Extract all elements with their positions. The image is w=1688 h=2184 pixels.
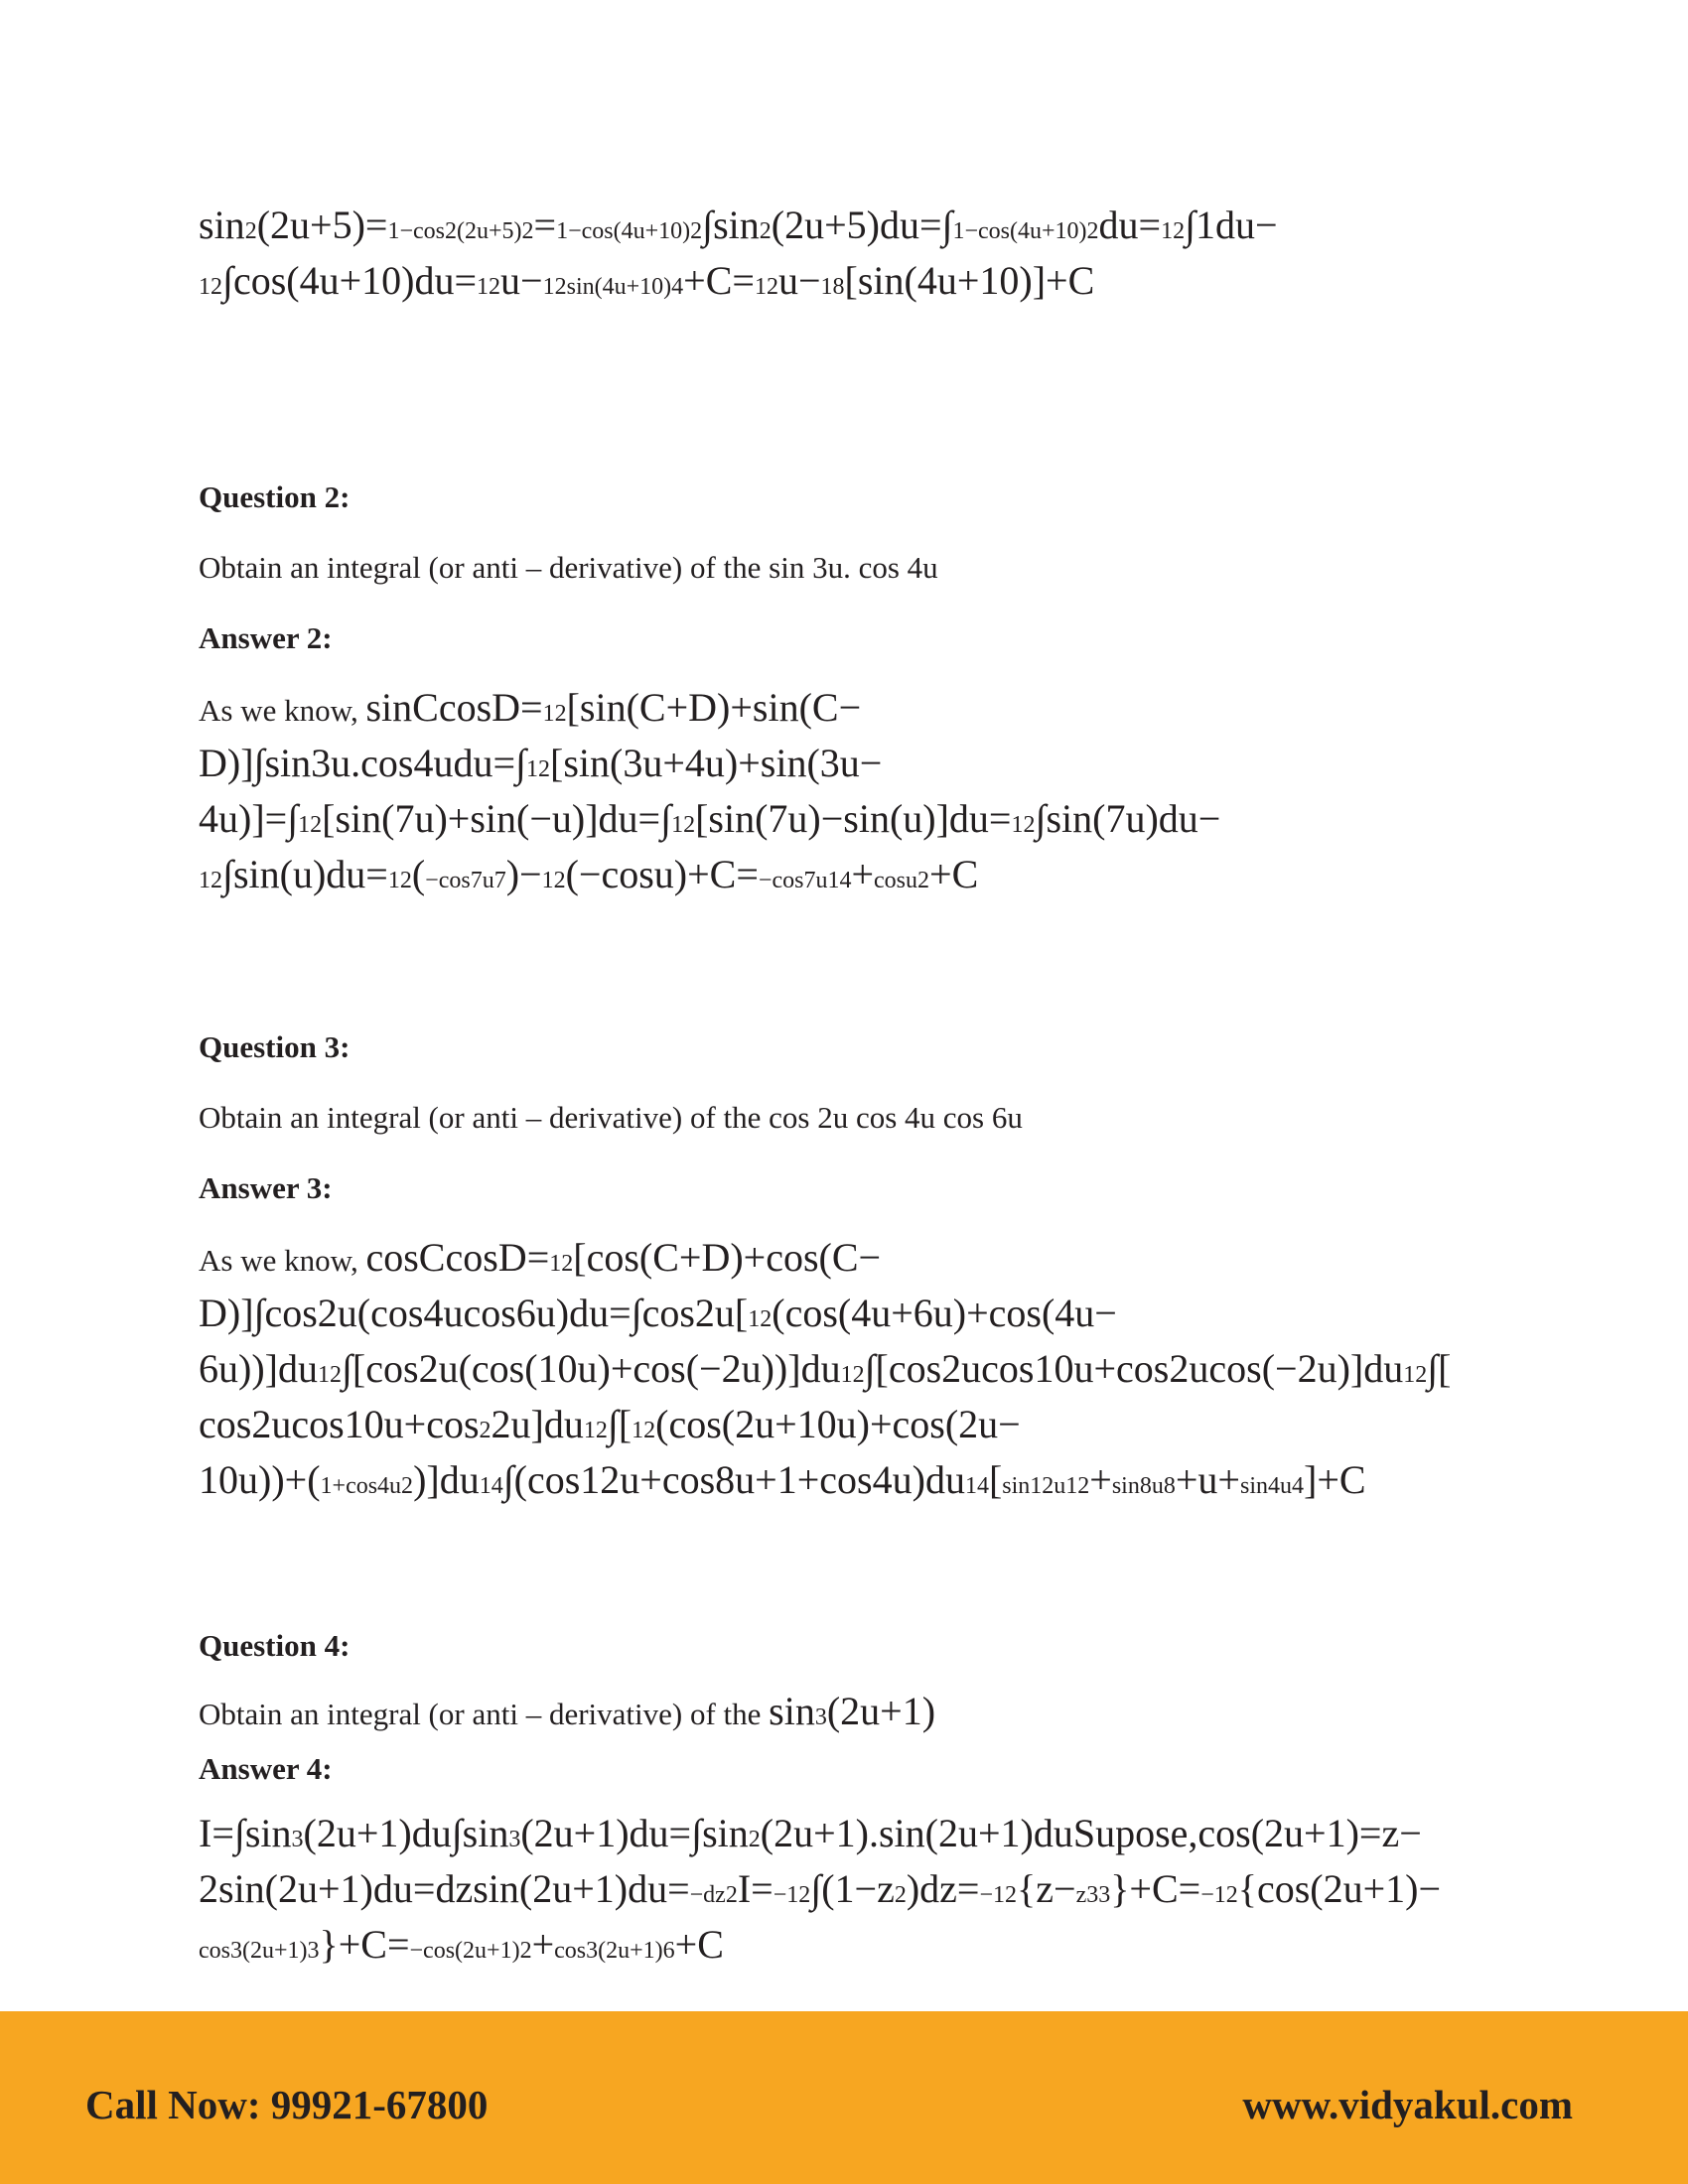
math-small-run: 12 <box>199 868 222 893</box>
math-run: 2sin(2u+1)du=dzsin(2u+1)du= <box>199 1866 690 1911</box>
math-line <box>199 1455 1519 1511</box>
math-run: = <box>533 203 557 247</box>
math-run: (cos(4u+6u)+cos(4u− <box>772 1291 1117 1335</box>
math-run: ∫cos(4u+10)du= <box>222 258 478 303</box>
math-small-run: 3 <box>291 1827 304 1852</box>
math-small-run: 12 <box>542 701 567 727</box>
math-small-run: z33 <box>1075 1882 1111 1908</box>
math-line <box>199 1809 1519 1864</box>
math-run: +C <box>929 852 979 896</box>
math-small-run: sin4u4 <box>1239 1473 1304 1499</box>
math-run: )− <box>505 852 542 896</box>
math-line <box>199 1233 1519 1289</box>
math-small-run: 1+cos4u2 <box>320 1473 414 1499</box>
math-run: ∫[cos2u(cos(10u)+cos(−2u))]du <box>341 1346 841 1391</box>
math-small-run: 12 <box>583 1418 608 1443</box>
math-small-run: 14 <box>479 1473 503 1499</box>
math-small-run: 12 <box>1011 812 1036 838</box>
math-run: (2u+5)= <box>256 203 388 247</box>
math-small-run: cos3(2u+1)6 <box>554 1938 675 1964</box>
math-small-run: 18 <box>820 274 845 300</box>
math-run: ∫[ <box>1427 1346 1452 1391</box>
math-run: 4u)]=∫ <box>199 796 299 841</box>
math-small-run: 12 <box>1161 218 1186 244</box>
prose-run: Obtain an integral (or anti – derivative) of the <box>199 1697 770 1731</box>
math-run: [sin(3u+4u)+sin(3u− <box>550 741 883 785</box>
math-small-run: 12 <box>199 274 222 300</box>
math-run: )]du <box>413 1457 480 1502</box>
math-run: }+C= <box>319 1922 410 1967</box>
math-run: sin <box>199 203 245 247</box>
math-line <box>199 1400 1519 1455</box>
math-run: [sin(7u)−sin(u)]du= <box>695 796 1012 841</box>
math-run: u− <box>777 258 821 303</box>
math-run: (2u+1)du∫sin <box>303 1811 509 1855</box>
math-small-run: 12 <box>317 1362 342 1388</box>
math-small-run: 12 <box>748 1306 773 1332</box>
math-run: {cos(2u+1)− <box>1237 1866 1442 1911</box>
math-line <box>199 1344 1519 1400</box>
math-run: cos2ucos10u+cos <box>199 1402 480 1446</box>
question-4-heading: Question 4: <box>199 1628 351 1663</box>
answer-4-body <box>199 1809 1519 1976</box>
math-run: D)]∫sin3u.cos4udu=∫ <box>199 741 526 785</box>
math-run: 2u]du <box>491 1402 584 1446</box>
math-small-run: 1−cos2(2u+5)2 <box>387 218 534 244</box>
math-run: ∫sin(u)du= <box>222 852 388 896</box>
math-run: [sin(4u+10)]+C <box>844 258 1095 303</box>
math-run: + <box>1089 1457 1112 1502</box>
math-line <box>199 794 1519 850</box>
math-small-run: 2 <box>894 1882 907 1908</box>
math-line <box>199 1920 1519 1976</box>
math-small-run: 2 <box>479 1418 492 1443</box>
math-small-run: 12sin(4u+10)4 <box>542 274 684 300</box>
math-run: du= <box>1098 203 1162 247</box>
math-line <box>199 683 1519 739</box>
math-run: (2u+1) <box>826 1689 936 1733</box>
math-small-run: 2 <box>759 218 772 244</box>
math-run: ]+C <box>1304 1457 1366 1502</box>
math-small-run: 12 <box>671 812 696 838</box>
math-run: 6u))]du <box>199 1346 318 1391</box>
math-run: ∫(1−z <box>810 1866 895 1911</box>
math-run: sin <box>769 1689 815 1733</box>
intro-equation <box>199 201 1519 312</box>
math-run: + <box>851 852 875 896</box>
math-run: + <box>531 1922 555 1967</box>
math-run: I=∫sin <box>199 1811 292 1855</box>
answer-4-heading: Answer 4: <box>199 1751 333 1786</box>
math-run: {z− <box>1017 1866 1076 1911</box>
math-small-run: 1−cos(4u+10)2 <box>556 218 703 244</box>
answer-3-heading: Answer 3: <box>199 1170 333 1205</box>
math-small-run: cos3(2u+1)3 <box>199 1938 320 1964</box>
math-line <box>199 850 1519 905</box>
math-small-run: 12 <box>298 812 323 838</box>
math-run: }+C= <box>1110 1866 1201 1911</box>
math-run: )dz= <box>906 1866 980 1911</box>
math-run: ( <box>411 852 426 896</box>
call-now-text: Call Now: 99921-67800 <box>85 2082 489 2127</box>
math-run: (−cosu)+C= <box>565 852 759 896</box>
question-4-prompt <box>199 1689 1519 1737</box>
math-run: ∫(cos12u+cos8u+1+cos4u)du <box>502 1457 965 1502</box>
math-run: (2u+1)du=∫sin <box>520 1811 749 1855</box>
math-run: +u+ <box>1175 1457 1240 1502</box>
math-small-run: cosu2 <box>874 868 930 893</box>
answer-3-body <box>199 1233 1519 1511</box>
math-small-run: 3 <box>814 1705 827 1730</box>
math-run: ∫[ <box>607 1402 633 1446</box>
website-link[interactable]: www.vidyakul.com <box>1242 2082 1573 2127</box>
math-run: I= <box>737 1866 774 1911</box>
math-run: ∫sin <box>702 203 760 247</box>
math-run: +C= <box>683 258 755 303</box>
math-small-run: 2 <box>244 218 257 244</box>
prose-run: As we know, <box>199 693 366 728</box>
math-line <box>199 1289 1519 1344</box>
math-run: (2u+1).sin(2u+1)duSupose,cos(2u+1)=z− <box>760 1811 1422 1855</box>
question-2-heading: Question 2: <box>199 479 351 514</box>
math-small-run: 14 <box>964 1473 989 1499</box>
math-small-run: −cos7u14 <box>758 868 852 893</box>
math-line <box>199 1864 1519 1920</box>
math-small-run: 12 <box>387 868 412 893</box>
math-small-run: 12 <box>541 868 566 893</box>
math-small-run: −12 <box>1200 1882 1238 1908</box>
math-run: D)]∫cos2u(cos4ucos6u)du=∫cos2u[ <box>199 1291 749 1335</box>
prose-run: As we know, <box>199 1243 366 1278</box>
question-3-prompt: Obtain an integral (or anti – derivative) of the cos 2u cos 4u cos 6u <box>199 1100 1023 1135</box>
math-small-run: sin8u8 <box>1111 1473 1176 1499</box>
math-small-run: −cos7u7 <box>425 868 506 893</box>
math-small-run: 12 <box>754 274 778 300</box>
math-small-run: −cos(2u+1)2 <box>409 1938 532 1964</box>
math-small-run: 12 <box>549 1251 574 1277</box>
math-small-run: 12 <box>526 756 550 782</box>
math-small-run: 3 <box>508 1827 521 1852</box>
math-small-run: −12 <box>979 1882 1018 1908</box>
math-run: ∫1du− <box>1185 203 1278 247</box>
math-run: 10u))+( <box>199 1457 321 1502</box>
answer-2-body <box>199 683 1519 905</box>
math-run: u− <box>500 258 543 303</box>
footer-banner <box>0 2011 1688 2184</box>
math-small-run: −12 <box>773 1882 811 1908</box>
math-small-run: −dz2 <box>689 1882 738 1908</box>
math-run: cosCcosD= <box>365 1235 550 1280</box>
math-run: [sin(7u)+sin(−u)]du=∫ <box>322 796 672 841</box>
question-3-heading: Question 3: <box>199 1029 351 1064</box>
answer-2-heading: Answer 2: <box>199 620 333 655</box>
math-run: ∫[cos2ucos10u+cos2ucos(−2u)]du <box>864 1346 1404 1391</box>
math-run: ∫sin(7u)du− <box>1035 796 1221 841</box>
math-line <box>199 739 1519 794</box>
math-run: sinCcosD= <box>365 685 543 730</box>
math-small-run: sin12u12 <box>1002 1473 1090 1499</box>
math-run: (2u+5)du=∫ <box>771 203 953 247</box>
math-small-run: 12 <box>1403 1362 1428 1388</box>
question-2-prompt: Obtain an integral (or anti – derivative) of the sin 3u. cos 4u <box>199 550 938 585</box>
math-small-run: 1−cos(4u+10)2 <box>952 218 1099 244</box>
math-run: [sin(C+D)+sin(C− <box>566 685 862 730</box>
math-line <box>199 201 1519 256</box>
math-small-run: 12 <box>477 274 501 300</box>
math-small-run: 2 <box>748 1827 761 1852</box>
math-run: +C <box>674 1922 724 1967</box>
math-run: [ <box>988 1457 1003 1502</box>
math-line <box>199 256 1519 312</box>
math-small-run: 12 <box>840 1362 865 1388</box>
math-run: [cos(C+D)+cos(C− <box>573 1235 882 1280</box>
math-run: (cos(2u+10u)+cos(2u− <box>655 1402 1021 1446</box>
math-small-run: 12 <box>632 1418 656 1443</box>
